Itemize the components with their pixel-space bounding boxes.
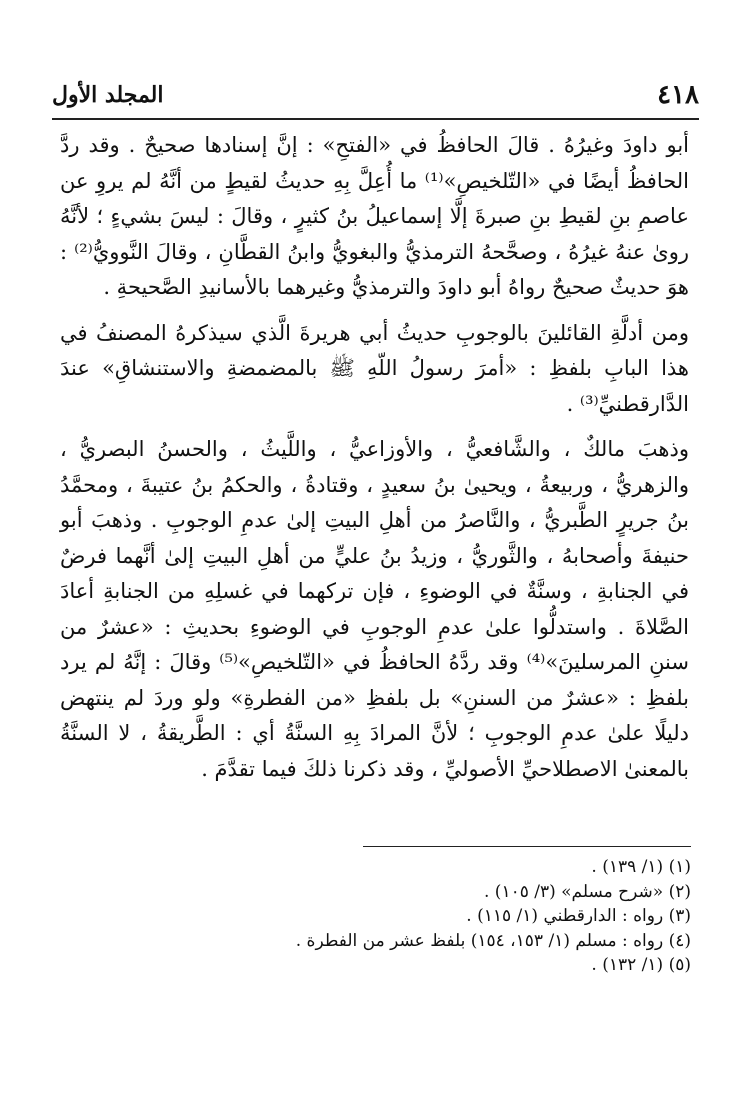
paragraph-1: أبو داودَ وغيرُهُ . قالَ الحافظُ في «الفتحِ» : إنَّ إسنادها صحيحٌ . وقد ردَّ الحافظُ أيضًا في «التّلخيصِ»⁽¹⁾ ما أُعِلَّ بِهِ حديثُ لقيطٍ من أنَّهُ لم يروِ عن عاصمِ بنِ لقيطِ بنِ صبرةَ إلَّا إسماعيلُ بنُ كثيرٍ ، وقالَ : ليسَ بشيءٍ ؛ لأنَّهُ روىٰ عنهُ غيرُهُ ، وصحَّحهُ الترمذيُّ والبغويُّ وابنُ القطَّانِ ، وقالَ النَّوويُّ⁽²⁾ : هوَ حديثٌ صحيحٌ رواهُ أبو داودَ والترمذيُّ وغيرهما بالأسانيدِ الصَّحيحةِ . [60,133,690,299]
page-header [52,80,699,112]
running-title: المجلد الأول [52,82,164,108]
paragraph-2: ومن أدلَّةِ القائلينَ بالوجوبِ حديثُ أبي هريرةَ الَّذي سيذكرهُ المصنفُ في هذا البابِ بلفظِ : «أمرَ رسولُ اللّهِ ﷺ بالمضمضةِ والاستنشاقِ» عندَ الدَّارقطنيِّ⁽³⁾ . [60,320,689,416]
footnote-4: (٤) رواه : مسلم (١/ ١٥٣، ١٥٤) بلفظ عشر من الفطرة . [295,930,691,951]
footnote-1: (١) (١/ ١٣٩) . [591,857,691,877]
footnote-2: (٢) «شرح مسلم» (٣/ ١٠٥) . [483,881,691,902]
main-text [60,128,689,787]
footnotes [60,855,691,978]
paragraph-3: وذهبَ مالكٌ ، والشَّافعيُّ ، والأوزاعيُّ ، واللَّيثُ ، والحسنُ البصريُّ ، والزهريُّ ، وربيعةُ ، ويحيىٰ بنُ سعيدٍ ، وقتادةُ ، والحكمُ بنُ عتيبةَ ، ومحمَّدُ بنُ جريرٍ الطَّبريُّ ، والنَّاصرُ من أهلِ البيتِ إلىٰ عدمِ الوجوبِ . وذهبَ أبو حنيفةَ وأصحابهُ ، والثَّوريُّ ، وزيدُ بنُ عليٍّ من أهلِ البيتِ إلىٰ أنَّهما فرضٌ في الجنابةِ ، وسنَّةٌ في الوضوءِ ، فإن تركهما في غسلِهِ من الجنابةِ أعادَ الصَّلاةَ . واستدلُّوا علىٰ عدمِ الوجوبِ في الوضوءِ بحديثِ : «عشرٌ من سننِ المرسلينَ»⁽⁴⁾ وقد ردَّهُ الحافظُ في «التّلخيصِ»⁽⁵⁾ وقالَ : إنَّهُ لم يرد بلفظِ : «عشرٌ من السننِ» بل بلفظِ «من الفطرةِ» ولو وردَ لم ينتهض دليلًا علىٰ عدمِ الوجوبِ ؛ لأنَّ المرادَ بِهِ السنَّةُ أي : الطَّريقةُ ، لا السنَّةُ بالمعنىٰ الاصطلاحيِّ الأصوليِّ ، وقد ذكرنا ذلكَ فيما تقدَّمَ . [60,437,689,781]
footnote-5: (٥) (١/ ١٣٢) . [591,955,691,975]
footnote-divider [363,846,691,847]
page-number: ٤١٨ [657,80,699,110]
footnote-3: (٣) رواه : الدارقطني (١/ ١١٥) . [466,906,691,926]
header-divider [52,118,699,120]
